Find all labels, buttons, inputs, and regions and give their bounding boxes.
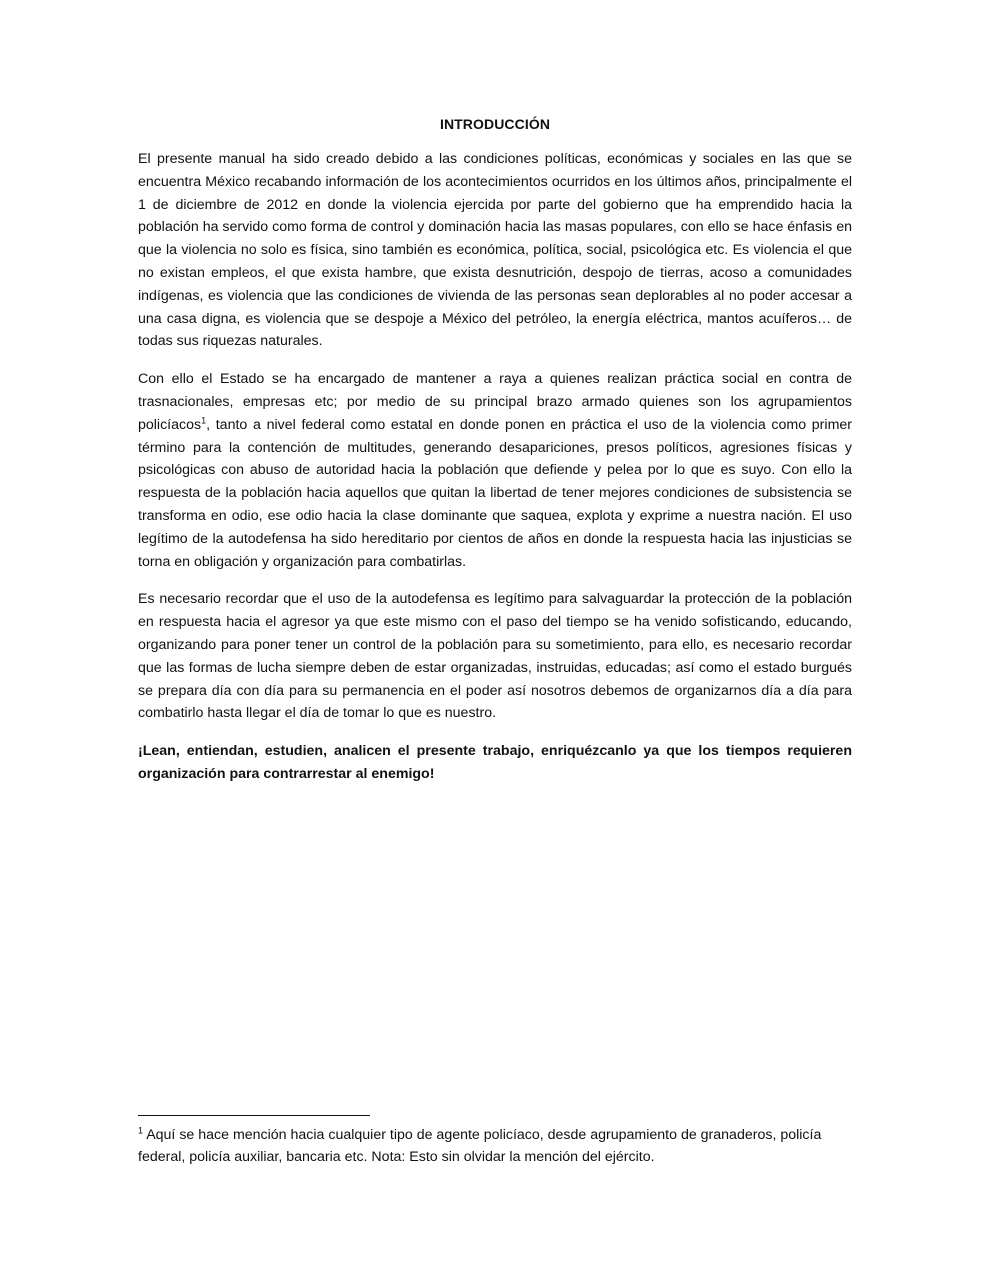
footnote-number: 1 bbox=[138, 1125, 144, 1136]
closing-exhortation: ¡Lean, entiendan, estudien, analicen el presente trabajo, enriquézcanlo ya que los tiempos requieren organización para contrarrestar al enemigo! bbox=[138, 743, 852, 782]
footnote-text: Aquí se hace mención hacia cualquier tipo de agente policíaco, desde agrupamiento de granaderos, policía federal, policía auxiliar, bancaria etc. Nota: Esto sin olvidar la mención del ejército. bbox=[138, 1127, 822, 1165]
paragraph-2 bbox=[138, 368, 852, 573]
document-body bbox=[138, 113, 852, 801]
footnote-reference: 1 bbox=[201, 415, 207, 426]
paragraph-2-text-after: , tanto a nivel federal como estatal en donde ponen en práctica el uso de la violencia como primer término para la contención de multitudes, generando desapariciones, presos políticos, agresiones físicas y psicológicas con abuso de autoridad hacia la población que defiende y pelea por lo que es suyo. Con ello la respuesta de la población hacia aquellos que quitan la libertad de tener mejores condiciones de subsistencia se transforma en odio, ese odio hacia la clase dominante que saquea, explota y exprime a nuestra nación. El uso legítimo de la autodefensa ha sido hereditario por cientos de años en donde la respuesta hacia las injusticias se torna en obligación y organización para combatirlas. bbox=[138, 416, 852, 570]
paragraph-1: El presente manual ha sido creado debido a las condiciones políticas, económicas y sociales en las que se encuentra México recabando información de los acontecimientos ocurridos en los últimos años, principalmente el 1 de diciembre de 2012 en donde la violencia ejercida por parte del gobierno que ha emprendido hacia la población ha servido como forma de control y dominación hacia las masas populares, con ello se hace énfasis en que la violencia no solo es física, sino también es económica, política, social, psicológica etc. Es violencia el que no existan empleos, el que exista hambre, que exista desnutrición, despojo de tierras, acoso a comunidades indígenas, es violencia que las condiciones de vivienda de las personas sean deplorables al no poder accesar a una casa digna, es violencia que se despoje a México del petróleo, la energía eléctrica, mantos acuíferos… de todas sus riquezas naturales. bbox=[138, 151, 852, 350]
footnote-separator bbox=[138, 1115, 370, 1116]
paragraph-3: Es necesario recordar que el uso de la autodefensa es legítimo para salvaguardar la protección de la población en respuesta hacia el agresor ya que este mismo con el paso del tiempo se ha venido sofisticando, educando, organizando para poner tener un control de la población para su sometimiento, para ello, es necesario recordar que las formas de lucha siempre deben de estar organizadas, instruidas, educadas; así como el estado burgués se prepara día con día para su permanencia en el poder así nosotros debemos de organizarnos día a día para combatirlo hasta llegar el día de tomar lo que es nuestro. bbox=[138, 591, 852, 722]
page-title: INTRODUCCIÓN bbox=[439, 116, 551, 132]
footnote bbox=[138, 1124, 852, 1168]
paragraph-2-text-before: Con ello el Estado se ha encargado de mantener a raya a quienes realizan práctica social en contra de trasnacionales, empresas etc; por medio de su principal brazo armado quienes son los agrupamientos policíacos bbox=[138, 371, 852, 433]
